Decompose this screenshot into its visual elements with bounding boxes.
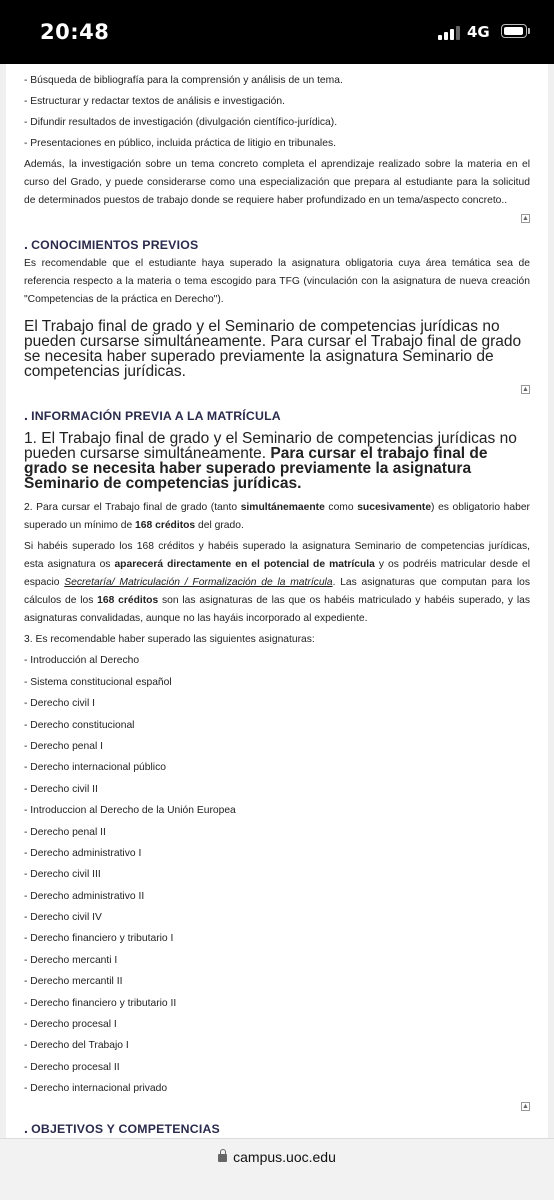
intro-item: - Presentaciones en público, incluida práctica de litigio en tribunales. — [24, 138, 336, 149]
list-item: - Derecho internacional público — [24, 762, 166, 774]
list-item: - Derecho administrativo II — [24, 890, 145, 902]
arrow-up-icon: ▲ — [522, 1103, 529, 1111]
intro-item: - Búsqueda de bibliografía para la comprensión y análisis de un tema. — [24, 75, 343, 86]
list-item: - Derecho administrativo I — [24, 847, 142, 859]
intro-item: - Estructurar y redactar textos de análisis e investigación. — [24, 96, 285, 107]
status-bar — [0, 0, 554, 64]
url-display[interactable] — [0, 1149, 554, 1165]
informacion-notice: 1. El Trabajo final de grado y el Seminario de competencias jurídicas no pueden cursarse simultáneamente. Para cursar el trabajo final de grado se necesita haber superado previamente la asignatura Seminario de competencias jurídicas. — [24, 430, 517, 492]
section-heading-conocimientos: . CONOCIMIENTOS PREVIOS — [24, 236, 199, 252]
heading-bullet: . — [24, 236, 29, 252]
list-item: - Derecho penal I — [24, 740, 103, 752]
conocimientos-notice: El Trabajo final de grado y el Seminario de competencias jurídicas no pueden cursarse simultáneamente. Para cursar el Trabajo final de grado se necesita haber superado previamente la asignatura Seminario de competencias jurídicas. — [24, 318, 522, 380]
back-to-top-link[interactable] — [24, 1102, 530, 1114]
list-item: - Derecho internacional privado — [24, 1083, 168, 1095]
intro-paragraph: Además, la investigación sobre un tema concreto completa el aprendizaje realizado sobre la materia en el curso del Grado, y puede considerarse como una especialización que prepara al estudiante para la solicitud de determinados puestos de trabajo donde se requiere haber profundizado en un tema/aspecto concreto.. — [24, 159, 530, 206]
list-item: - Derecho financiero y tributario I — [24, 933, 174, 945]
informacion-point-3: Si habéis superado los 168 créditos y habéis superado la asignatura Seminario de competencias jurídicas, esta asignatura os aparecerá directamente en el potencial de matrícula y os podréis matricular desde el espacio Secretaría/ Matriculación / Formalización de la matrícula. Las asignaturas que computan para los cálculos de los 168 créditos son las asignaturas de las que os habéis matriculado y habéis superado, y las asignaturas convalidadas, aunque no las hayáis incorporado al expediente. — [24, 541, 530, 624]
battery-icon — [501, 24, 527, 38]
informacion-point-2: 2. Para cursar el Trabajo final de grado (tanto simultánemaente como sucesivamente) es obligatorio haber superado un mínimo de 168 créditos del grado. — [24, 502, 530, 531]
intro-item: - Difundir resultados de investigación (divulgación científico-jurídica). — [24, 117, 338, 128]
section-heading-objetivos: . OBJETIVOS Y COMPETENCIAS — [24, 1120, 220, 1137]
list-item: - Derecho civil III — [24, 869, 101, 881]
informacion-point-4: 3. Es recomendable haber superado las siguientes asignaturas: — [24, 634, 315, 645]
battery-tip — [528, 28, 530, 34]
back-to-top-link[interactable] — [24, 214, 530, 226]
list-item: - Derecho mercanti I — [24, 954, 118, 966]
page-content[interactable] — [0, 64, 554, 1138]
section-heading-informacion: . INFORMACIÓN PREVIA A LA MATRÍCULA — [24, 407, 281, 423]
lock-icon — [218, 1154, 227, 1162]
back-to-top-link[interactable] — [24, 385, 530, 397]
conocimientos-paragraph: Es recomendable que el estudiante haya superado la asignatura obligatoria cuya área temática sea de referencia respecto a la materia o tema escogido para TFG (vinculación con la asignatura de nueva creación "Competencias de la práctica en Derecho"). — [24, 258, 530, 305]
list-item: - Derecho constitucional — [24, 719, 135, 731]
network-type: 4G — [467, 23, 490, 41]
list-item: - Derecho procesal I — [24, 1019, 117, 1031]
list-item: - Introduccion al Derecho de la Unión Europea — [24, 805, 236, 817]
heading-bullet: . — [24, 407, 29, 423]
list-item: - Derecho mercantil II — [24, 976, 123, 988]
status-time: 20:48 — [40, 20, 110, 44]
heading-bullet: . — [24, 1120, 29, 1137]
address-bar[interactable] — [0, 1138, 554, 1200]
list-item: - Derecho procesal II — [24, 1061, 120, 1073]
arrow-up-icon: ▲ — [522, 386, 529, 393]
list-item: - Derecho civil IV — [24, 912, 102, 924]
arrow-up-icon: ▲ — [522, 215, 529, 222]
list-item: - Derecho penal II — [24, 826, 106, 838]
list-item: - Derecho civil I — [24, 698, 95, 710]
list-item: - Derecho financiero y tributario II — [24, 997, 177, 1009]
recommended-subjects-list — [24, 652, 530, 1098]
secretaria-matricula-link[interactable]: Secretaría/ Matriculación / Formalización de la matrícula — [64, 577, 333, 588]
list-item: - Derecho civil II — [24, 783, 98, 795]
list-item: - Derecho del Trabajo I — [24, 1040, 129, 1052]
signal-icon — [438, 24, 460, 40]
url-text: campus.uoc.edu — [233, 1149, 336, 1165]
list-item: - Sistema constitucional español — [24, 676, 172, 688]
list-item: - Introducción al Derecho — [24, 655, 140, 667]
